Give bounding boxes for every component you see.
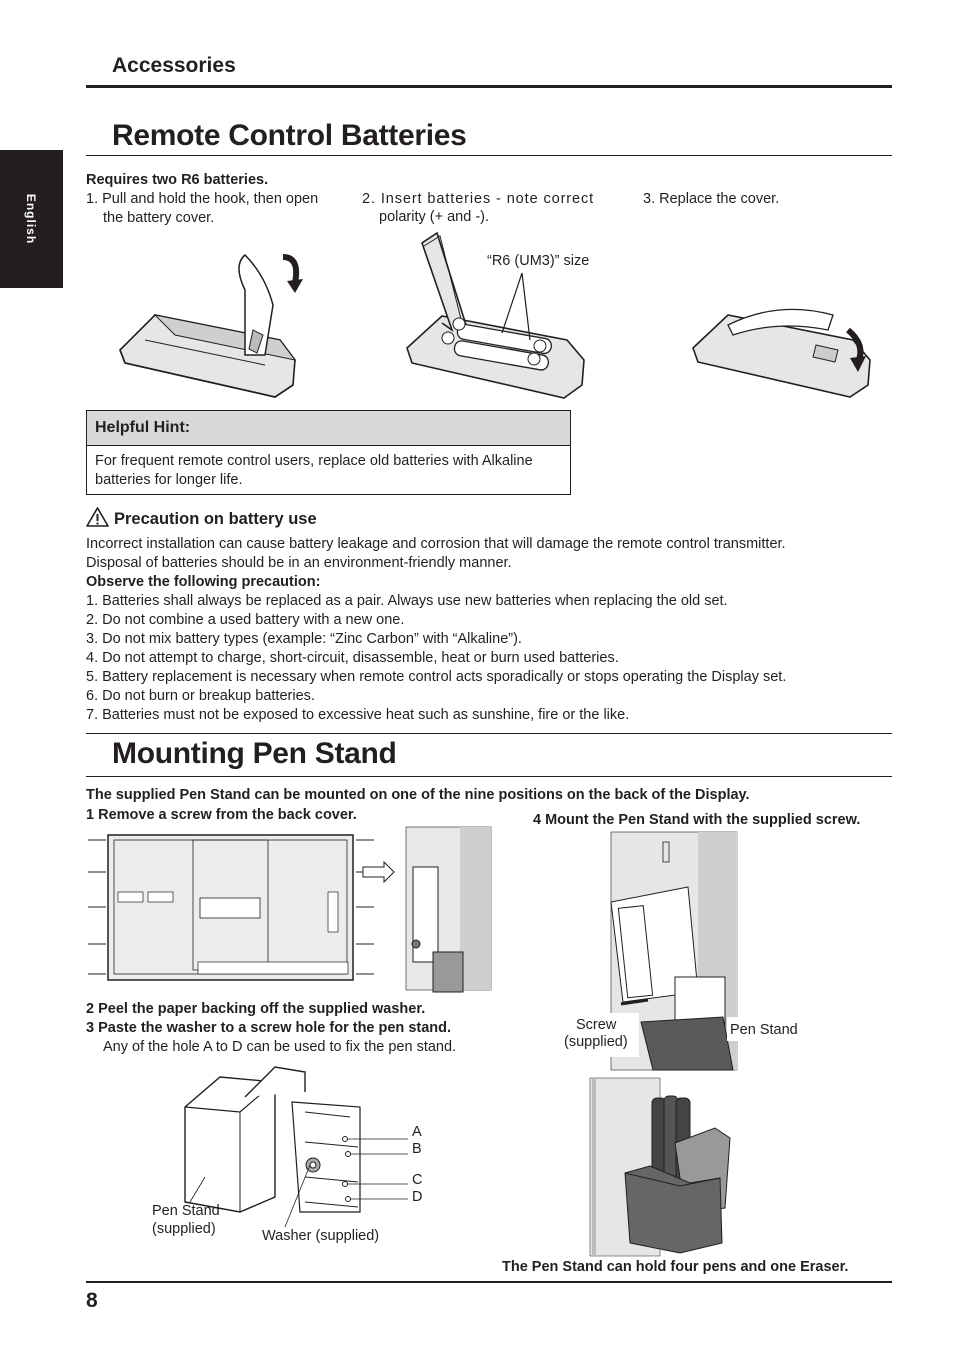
precaution-item: 1. Batteries shall always be replaced as a pair. Always use new batteries when replacing the old set. [86,593,728,609]
pen-step4: 4 Mount the Pen Stand with the supplied screw. [533,812,861,828]
precaution-intro2: Disposal of batteries should be in an environment-friendly manner. [86,555,512,571]
washer-label: Washer (supplied) [262,1228,380,1244]
precaution-item: 6. Do not burn or breakup batteries. [86,688,315,704]
step1-line2: the battery cover. [103,210,215,226]
precaution-intro1: Incorrect installation can cause battery leakage and corrosion that will damage the remote control transmitter. [86,536,786,552]
remote-title-rule [86,155,892,156]
screw-label-line1: Screw [576,1017,617,1033]
section-header: Accessories [112,54,236,77]
footer-rule [86,1281,892,1283]
pen-stand-supplied-line2: (supplied) [152,1221,216,1237]
precaution-item: 4. Do not attempt to charge, short-circuit, disassemble, heat or burn used batteries. [86,650,619,666]
step1-line1: 1. Pull and hold the hook, then open [86,191,319,207]
precaution-item: 3. Do not mix battery types (example: “Zinc Carbon” with “Alkaline”). [86,631,522,647]
pen-stand-caption: The Pen Stand can hold four pens and one Eraser. [502,1259,849,1275]
step2-line2: polarity (+ and -). [379,209,490,225]
hint-title: Helpful Hint: [87,411,570,446]
step3-text: 3. Replace the cover. [643,191,780,207]
pen-stand-holes-illustration [180,1062,430,1222]
screw-label-line2: (supplied) [564,1034,628,1050]
precaution-observe: Observe the following precaution: [86,574,321,590]
language-tab [0,150,63,288]
hint-body-line1: For frequent remote control users, replace old batteries with Alkaline [95,453,533,469]
pen-intro: The supplied Pen Stand can be mounted on one of the nine positions on the back of the Display. [86,787,750,803]
helpful-hint-box [86,410,571,495]
precaution-item: 7. Batteries must not be exposed to excessive heat such as sunshine, fire or the like. [86,707,630,723]
precaution-item: 5. Battery replacement is necessary when remote control acts sporadically or stops operating the Display set. [86,669,787,685]
battery-size-label: “R6 (UM3)” size [487,253,590,269]
page-number: 8 [86,1289,98,1312]
pen-stand-label: Pen Stand [730,1022,798,1038]
pen-title-rule-top [86,733,892,734]
hole-d-label: D [412,1189,423,1205]
pen-title-rule [86,776,892,777]
pen-title: Mounting Pen Stand [112,737,397,770]
step2-line1: 2. Insert batteries - note correct [362,191,595,207]
precaution-item: 2. Do not combine a used battery with a new one. [86,612,405,628]
pens-in-stand-illustration [590,1078,740,1256]
header-rule [86,85,892,88]
warning-icon [86,507,109,527]
hint-body [95,452,564,490]
hole-c-label: C [412,1172,423,1188]
remote-title: Remote Control Batteries [112,119,467,152]
requires-text: Requires two R6 batteries. [86,172,269,188]
pen-stand-supplied-line1: Pen Stand [152,1203,220,1219]
precaution-title: Precaution on battery use [114,510,317,528]
pen-step3-note: Any of the hole A to D can be used to fix the pen stand. [103,1039,457,1055]
pen-step1: 1 Remove a screw from the back cover. [86,807,357,823]
hole-b-label: B [412,1141,422,1157]
display-back-illustration [88,832,488,992]
remote-replace-cover-illustration [688,300,878,405]
pen-step3: 3 Paste the washer to a screw hole for the pen stand. [86,1020,452,1036]
remote-open-cover-illustration [115,245,305,405]
pen-step2: 2 Peel the paper backing off the supplied washer. [86,1001,426,1017]
hole-a-label: A [412,1124,422,1140]
precaution-list [86,592,786,725]
remote-insert-batteries-illustration [402,228,592,408]
hint-body-line2: batteries for longer life. [95,472,243,488]
language-tab-label: English [24,193,38,245]
